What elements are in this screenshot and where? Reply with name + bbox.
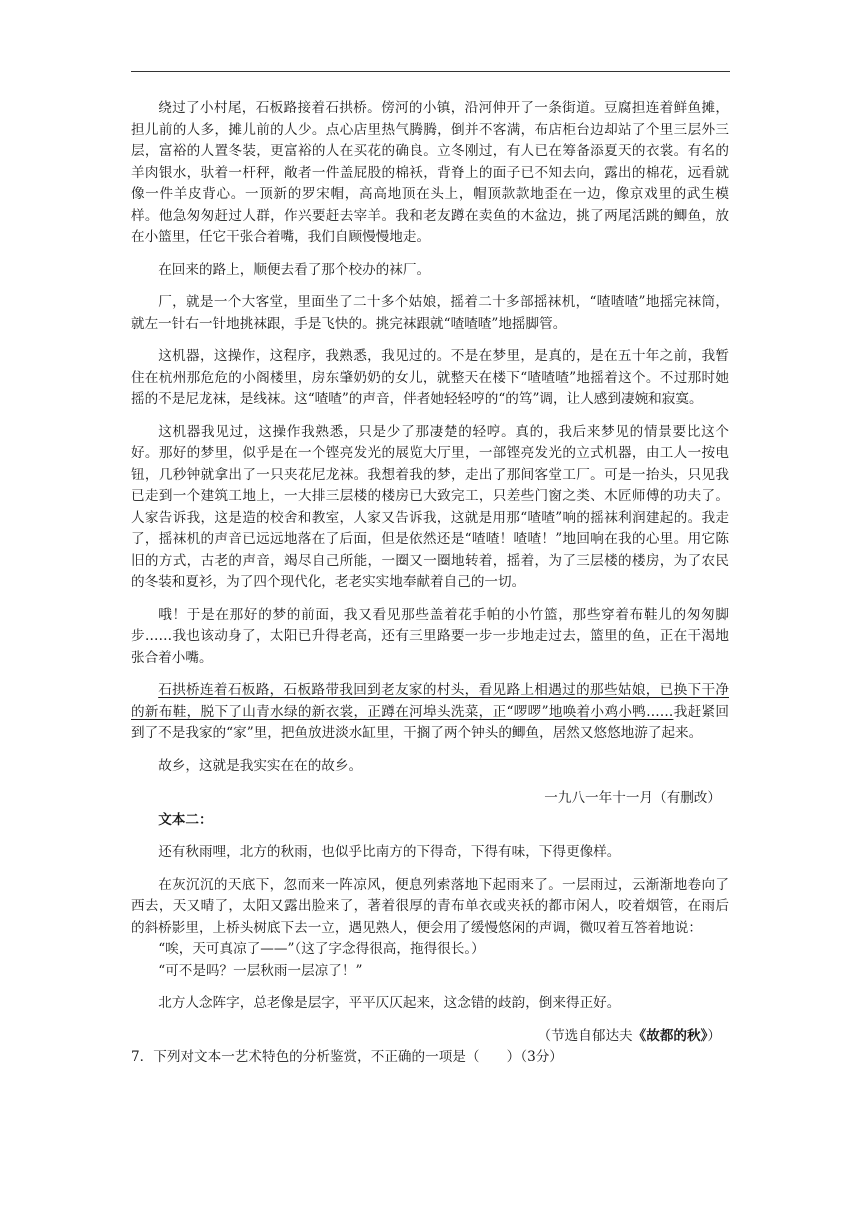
text1-date-note: 一九八一年十一月（有删改） bbox=[544, 790, 721, 806]
text1-paragraph-5: 这机器我见过，这操作我熟悉，只是少了那凄楚的轻哼。真的，我后来梦见的情景要比这个好。那好的梦里，似乎是在一个铿亮发光的展览大厅里，一部铿亮发光的立式机器，由工人一按电钮，几秒钟就拿出了一只夹花尼龙袜。我想着我的梦，走出了那间客堂工厂。可是一抬头，只见我已走到一个建筑工地上，一大排三层楼的楼房已大致完工，只差些门窗之类、木匠师傅的功夫了。人家告诉我，这是造的校舍和教室，人家又告诉我，这就是用那“喳喳”响的摇袜利润建起的。我走了，摇袜机的声音已远远地落在了后面，但是依然还是“喳喳！喳喳！”地回响在我的心里。用它陈旧的方式，古老的声音，竭尽自己所能，一圈又一圈地转着，摇着，为了三层楼的楼房，为了农民的冬装和夏衫，为了四个现代化，老老实实地奉献着自己的一切。 bbox=[131, 423, 729, 590]
text1-paragraph-2: 在回来的路上，顺便去看了那个校办的袜厂。 bbox=[158, 261, 431, 278]
question-7: 7．下列对文本一艺术特色的分析鉴赏，不正确的一项是（ ）（3分） bbox=[131, 1049, 563, 1065]
article-body bbox=[131, 98, 729, 1069]
text2-quote-1: “唉，天可真凉了——”（这了字念得很高，拖得很长。） bbox=[158, 941, 485, 957]
text2-paragraph-2: 在灰沉沉的天底下，忽而来一阵凉风，便息列索落地下起雨来了。一层雨过，云渐渐地卷向了西去，天又晴了，太阳又露出脸来了，著着很厚的青布单衣或夹袄的都市闲人，咬着烟管，在雨后的斜桥影里，上桥头树底下去一立，遇见熟人，便会用了缓慢悠闲的声调，微叹着互答着地说： bbox=[131, 876, 729, 936]
source-prefix: （节选自郁达夫 bbox=[537, 1027, 633, 1044]
underlined-passage: 石拱桥连着石板路，石板路带我回到老友家的村头，看见路上相遇过的那些姑娘，已换下干净的新布鞋，脱下了山青水绿的新衣裳，正蹲在河埠头洗菜，正“啰啰”地唤着小鸡小鸭…… bbox=[131, 682, 729, 720]
text2-paragraph-1: 还有秋雨哩，北方的秋雨，也似乎比南方的下得奇，下得有味，下得更像样。 bbox=[158, 844, 621, 860]
text1-paragraph-7 bbox=[131, 680, 729, 745]
text1-paragraph-8: 故乡，这就是我实实在在的故乡。 bbox=[158, 757, 363, 774]
text1-paragraph-1: 绕过了小村尾，石板路接着石拱桥。傍河的小镇，沿河伸开了一条街道。豆腐担连着鲜鱼摊，担儿前的人多，摊儿前的人少。点心店里热气腾腾，倒并不客满，布店柜台边却站了个里三层外三层，富裕的人置冬装，更富裕的人在买花的确良。立冬刚过，有人已在筹备添夏天的衣裳。有名的羊肉银水，驮着一杆秤，敞者一件盖屁股的棉袄，背脊上的面子已不知去向，露出的棉花，远看就像一件羊皮背心。一顶新的罗宋帽，高高地顶在头上，帽顶款款地歪在一边，像京戏里的武生模样。他急匆匆赶过人群，作兴要赶去宰羊。我和老友蹲在卖鱼的木盆边，挑了两尾活跳的鲫鱼，放在小篮里，任它干张合着嘴，我们自顾慢慢地走。 bbox=[131, 100, 729, 245]
text2-quote-2: “可不是吗？一层秋雨一层凉了！” bbox=[158, 962, 363, 979]
source-suffix: ） bbox=[707, 1027, 721, 1044]
text1-paragraph-4: 这机器，这操作，这程序，我熟悉，我见过的。不是在梦里，是真的，是在五十年之前，我暂住在杭州那危危的小阁楼里，房东肇奶奶的女儿，就整天在楼下“喳喳喳”地摇着这个。不过那时她摇的不是尼龙袜，是线袜。这“喳喳”的声音，伴者她轻轻哼的“的笃”调，让人感到凄婉和寂寞。 bbox=[131, 348, 729, 407]
text2-source bbox=[131, 1026, 729, 1048]
text2-paragraph-3: 北方人念阵字，总老像是层字，平平仄仄起来，这念错的歧韵，倒来得正好。 bbox=[158, 995, 621, 1011]
text2-heading: 文本二： bbox=[158, 811, 213, 828]
paragraph-7-rest: 我赶紧回到了不是我家的“家”里，把鱼放进淡水缸里，干搁了两个钟头的鲫鱼，居然又悠悠地游了起来。 bbox=[131, 703, 730, 741]
text1-paragraph-6: 哦！于是在那好的梦的前面，我又看见那些盖着花手帕的小竹篮，那些穿着布鞋儿的匆匆脚步……我也该动身了，太阳已升得老高，还有三里路要一步一步地走过去，篮里的鱼，正在干渴地张合着小嘴。 bbox=[131, 606, 729, 666]
header-rule bbox=[131, 71, 730, 72]
text1-paragraph-3: 厂，就是一个大客堂，里面坐了二十多个姑娘，摇着二十多部摇袜机，“喳喳喳”地摇完袜筒，就左一针右一针地挑袜跟，手是飞快的。挑完袜跟就“喳喳喳”地摇脚管。 bbox=[131, 294, 729, 332]
source-title: 《故都的秋》 bbox=[632, 1027, 708, 1044]
